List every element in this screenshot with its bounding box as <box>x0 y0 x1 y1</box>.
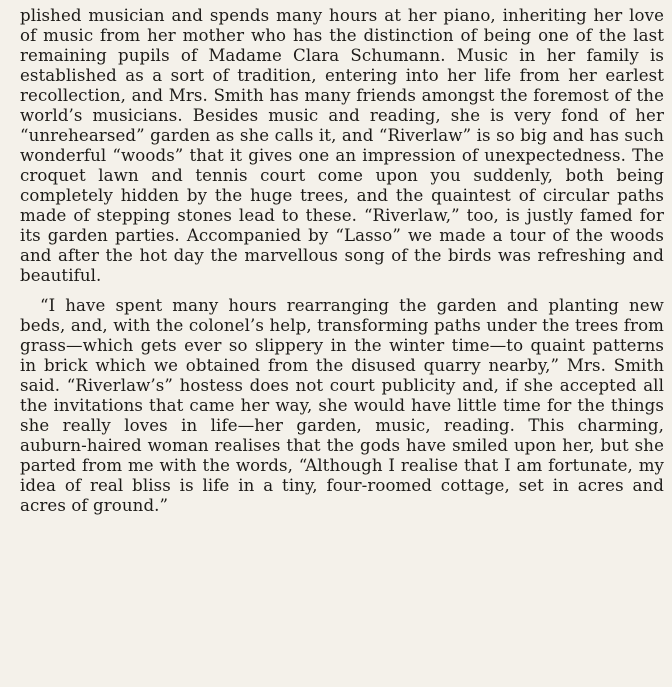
paragraph-1: plished musician and spends many hours at her piano, inheriting her love of music from her mother who has the distinction of being one of the last remaining pupils of Madame Clara Schumann. Music in her family is established as a sort of tradition, entering into her life from her earlest recollection, and Mrs. Smith has many friends amongst the foremost of the world’s musicians. Besides music and reading, she is very fond of her “unrehearsed” garden as she calls it, and “Riverlaw” is so big and has such wonderful “woods” that it gives one an impression of unexpectedness. The croquet lawn and tennis court come upon you suddenly, both being completely hidden by the huge trees, and the quaintest of circular paths made of stepping stones lead to these. “Riverlaw,” too, is justly famed for its garden parties. Accompanied by “Lasso” we made a tour of the woods and after the hot day the marvellous song of the birds was refreshing and beautiful. <box>20 6 664 285</box>
paragraph-2: “I have spent many hours rearranging the garden and planting new beds, and, with the colonel’s help, transforming paths under the trees from grass—which gets ever so slippery in the winter time—to quaint patterns in brick which we obtained from the disused quarry nearby,” Mrs. Smith said. “Riverlaw’s” hostess does not court publicity and, if she accepted all the invitations that came her way, she would have little time for the things she really loves in life—her garden, music, reading. This charming, auburn-haired woman realises that the gods have smiled upon her, but she parted from me with the words, “Although I realise that I am fortunate, my idea of real bliss is life in a tiny, four-roomed cottage, set in acres and acres of ground.” <box>20 296 664 515</box>
